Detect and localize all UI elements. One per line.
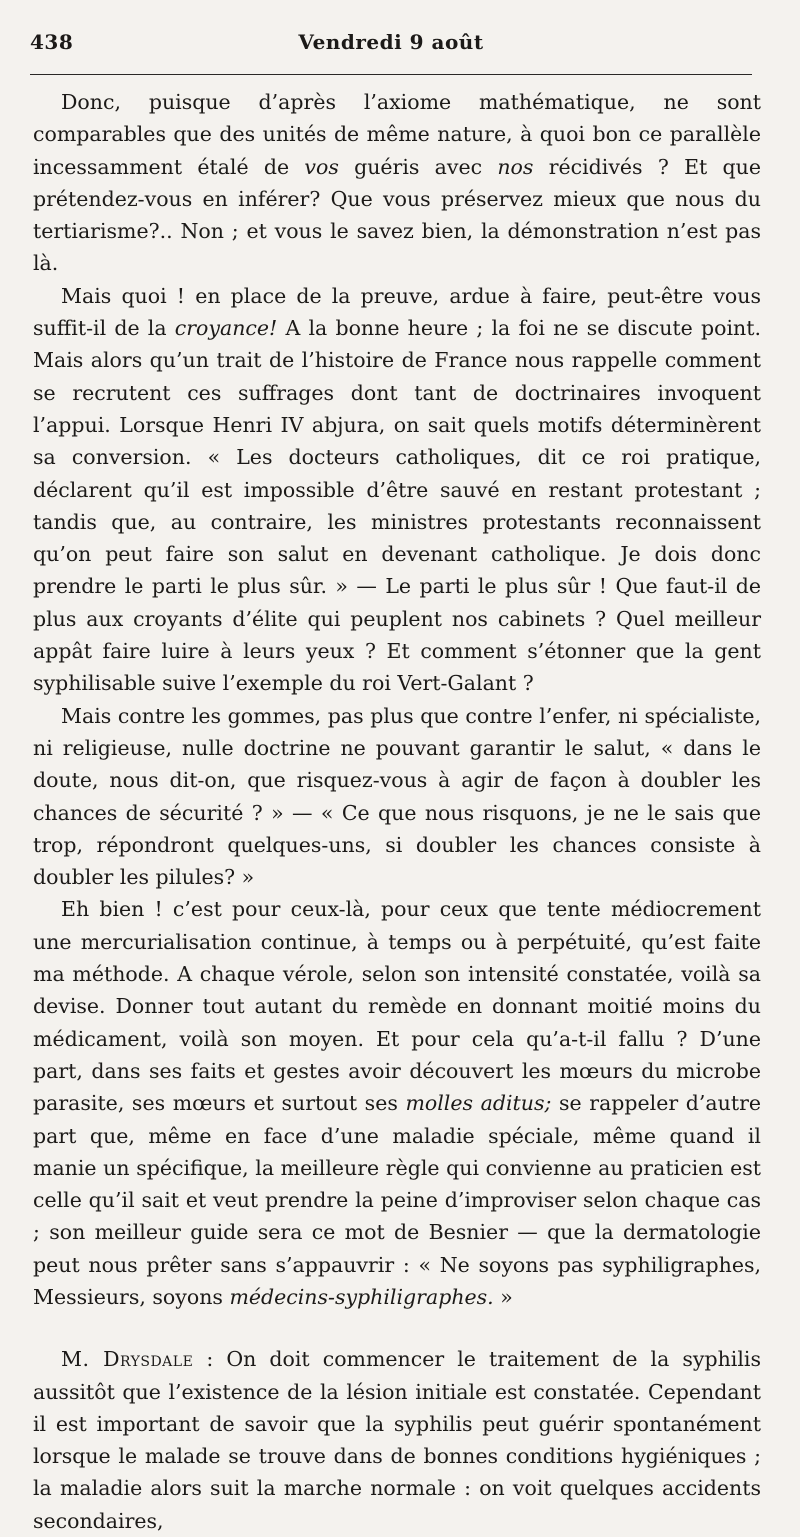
italic-emphasis: molles aditus; [405, 1091, 552, 1116]
italic-emphasis: nos [497, 154, 534, 179]
speaker-paragraph: M. Drysdale : On doit commencer le traitement de la syphilis aussitôt que l’existence de la lésion initiale est constatée. Cependant il est important de savoir que la syphilis peut guérir spontanément lorsque le malade se trouve dans de bonnes conditions hygiéniques ; la maladie alors suit la marche normale : on voit quelques accidents secondaires, [33, 1347, 761, 1533]
body-text [33, 86, 761, 1537]
italic-emphasis: croyance! [174, 316, 278, 341]
paragraph: Mais contre les gommes, pas plus que contre l’enfer, ni spécialiste, ni religieuse, nulle doctrine ne pouvant garantir le salut, « dans le doute, nous dit-on, que risquez-vous à agir de façon à doubler les chances de sécurité ? » — « Ce que nous risquons, je ne le sais que trop, répondront quelques-uns, si doubler les chances consiste à doubler les pilules? » [33, 703, 761, 890]
paragraph: Donc, puisque d’après l’axiome mathématique, ne sont comparables que des unités de même nature, à quoi bon ce parallèle incessamment étalé de vos guéris avec nos récidivés ? Et que prétendez-vous en inférer? Que vous préservez mieux que nous du tertiarisme?.. Non ; et vous le savez bien, la démonstration n’est pas là. [33, 90, 761, 276]
page-header [30, 30, 752, 64]
header-rule [30, 74, 752, 75]
italic-emphasis: médecins-syphiligraphes. [229, 1284, 494, 1309]
paragraph: Mais quoi ! en place de la preuve, ardue à faire, peut-être vous suffit-il de la croyance! A la bonne heure ; la foi ne se discute point. Mais alors qu’un trait de l’histoire de France nous rappelle comment se recrutent ces suffrages dont tant de doctrinaires invoquent l’appui. Lorsque Henri IV abjura, on sait quels motifs déterminèrent sa conversion. « Les docteurs catholiques, dit ce roi pratique, déclarent qu’il est impossible d’être sauvé en restant protestant ; tandis que, au contraire, les ministres protestants reconnaissent qu’on peut faire son salut en devenant catholique. Je dois donc prendre le parti le plus sûr. » — Le parti le plus sûr ! Que faut-il de plus aux croyants d’élite qui peuplent nos cabinets ? Quel meilleur appât faire luire à leurs yeux ? Et comment s’étonner que la gent syphilisable suive l’exemple du roi Vert-Galant ? [33, 283, 761, 696]
page-number: 438 [30, 30, 74, 54]
running-title: Vendredi 9 août [298, 30, 484, 54]
paragraph: Eh bien ! c’est pour ceux-là, pour ceux que tente médiocrement une mercurialisation continue, à temps ou à perpétuité, qu’est faite ma méthode. A chaque vérole, selon son intensité constatée, voilà sa devise. Donner tout autant du remède en donnant moitié moins du médicament, voilà son moyen. Et pour cela qu’a-t-il fallu ? D’une part, dans ses faits et gestes avoir découvert les mœurs du microbe parasite, ses mœurs et surtout ses molles aditus; se rappeler d’autre part que, même en face d’une maladie spéciale, même quand il manie un spécifique, la meilleure règle qui convienne au praticien est celle qu’il sait et veut prendre la peine d’improviser selon chaque cas ; son meilleur guide sera ce mot de Besnier — que la dermatologie peut nous prêter sans s’appauvrir : « Ne soyons pas syphiligraphes, Messieurs, soyons médecins-syphiligraphes. » [33, 897, 761, 1309]
speaker-name: M. Drysdale [61, 1347, 194, 1372]
italic-emphasis: vos [304, 154, 339, 179]
